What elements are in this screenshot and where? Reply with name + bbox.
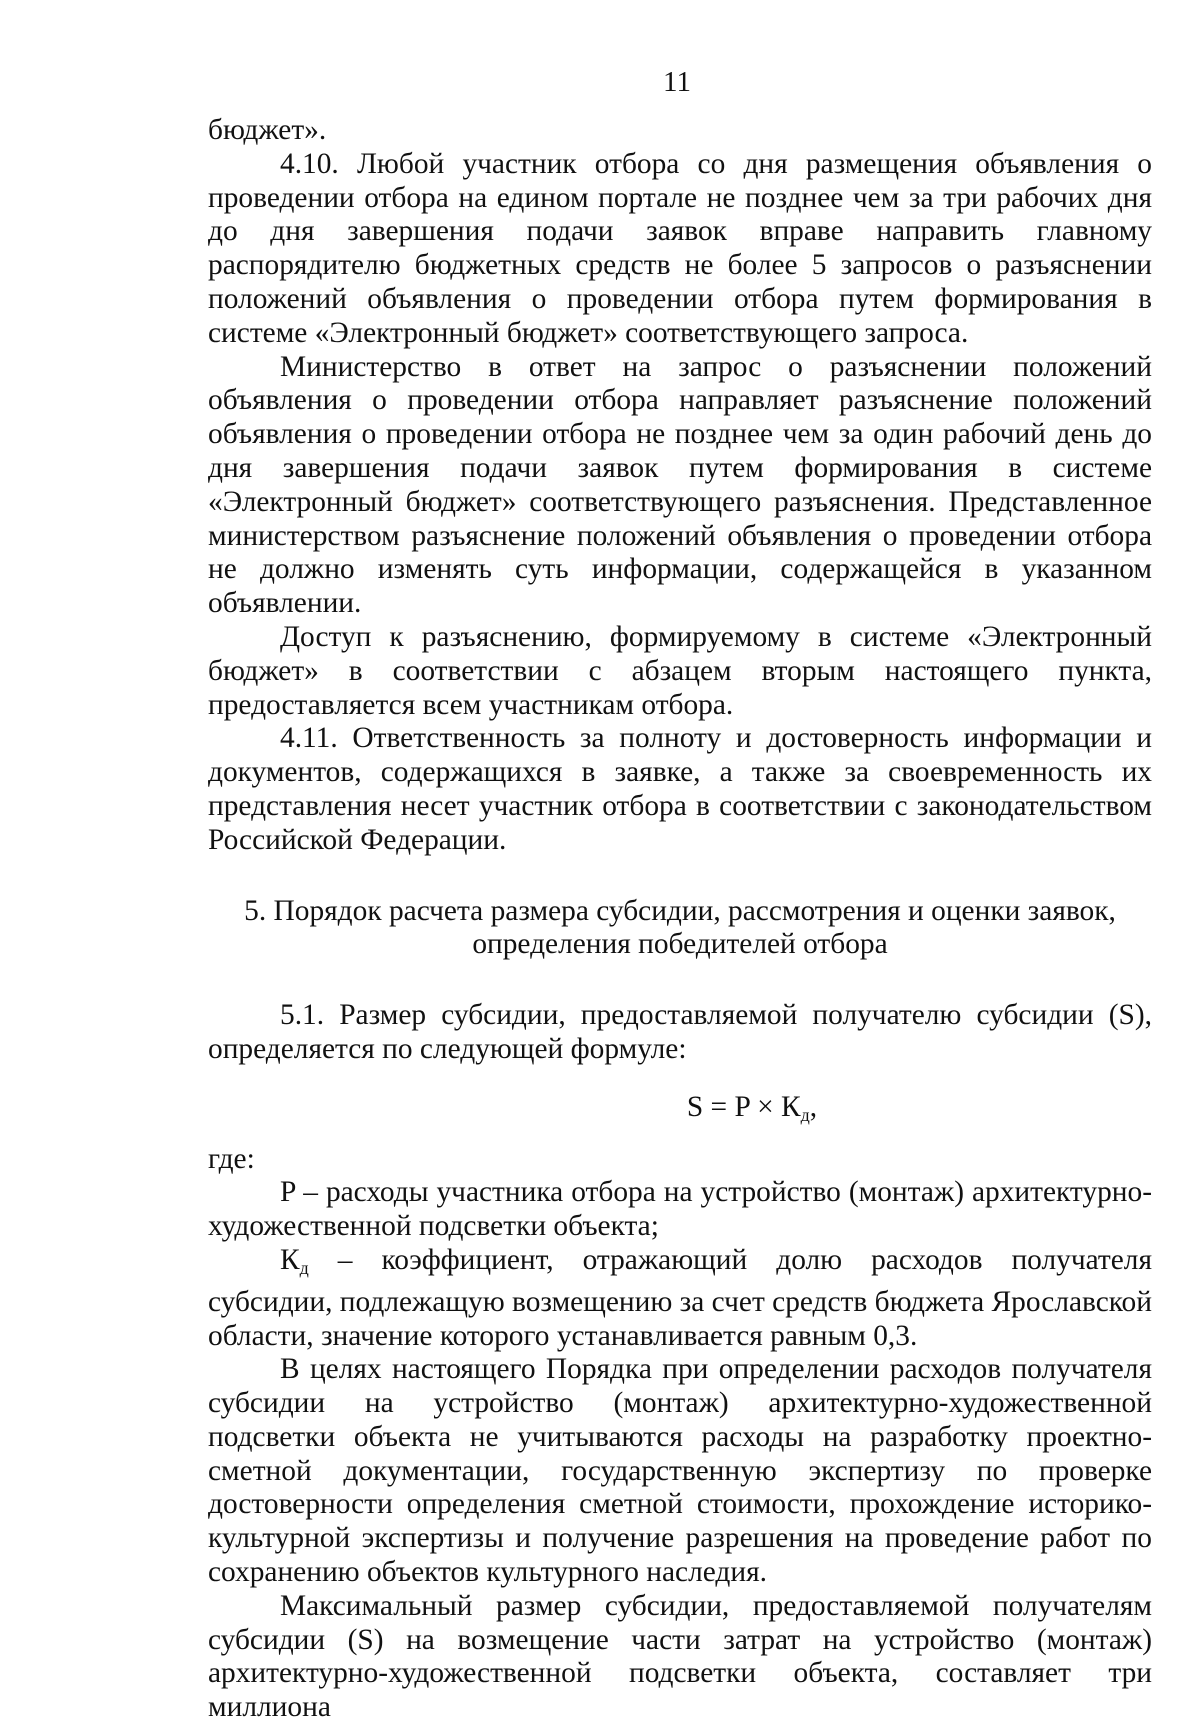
paragraph-max-subsidy: Максимальный размер субсидии, предоставляемой получателям субсидии (S) на возмещение части затрат на устройство (монтаж) архитектурно-художественной подсветки объекта, составляет три миллиона (208, 1589, 1152, 1724)
paragraph-excluded-costs: В целях настоящего Порядка при определении расходов получателя субсидии на устройство (монтаж) архитектурно-художественной подсветки объекта не учитываются расходы на разработку проектно-сметной документации, государственную экспертизу по проверке достоверности определения сметной стоимости, прохождение историко-культурной экспертизы и получение разрешения на проведение работ по сохранению объектов культурного наследия. (208, 1353, 1152, 1589)
where-label: где: (208, 1142, 255, 1175)
page-number: 11 (663, 66, 691, 98)
paragraph-p-definition: P – расходы участника отбора на устройство (монтаж) архитектурно-художественной подсветки объекта; (208, 1176, 1152, 1243)
formula-main: S = P × К (686, 1090, 801, 1123)
paragraph-4-11: 4.11. Ответственность за полноту и достоверность информации и документов, содержащихся в заявке, а также за своевременность их представления несет участник отбора в соответствии с законодательством Российской Федерации. (208, 722, 1152, 856)
kd-text: – коэффициент, отражающий долю расходов получателя субсидии, подлежащую возмещению за счет средств бюджета Ярославской области, значение которого устанавливается равным 0,3. (208, 1243, 1152, 1352)
paragraph-4-10: 4.10. Любой участник отбора со дня размещения объявления о проведении отбора на едином портале не позднее чем за три рабочих дня до дня завершения подачи заявок вправе направить главному распорядителю бюджетных средств не более 5 запросов о разъяснении положений объявления о проведении отбора путем формирования в системе «Электронный бюджет» соответствующего запроса. (208, 147, 1152, 349)
kd-symbol: К (280, 1243, 300, 1276)
paragraph-5-1: 5.1. Размер субсидии, предоставляемой получателю субсидии (S), определяется по следующей формуле: (208, 999, 1152, 1065)
paragraph-ministry-response: Министерство в ответ на запрос о разъяснении положений объявления о проведении отбора направляет разъяснение положений объявления о проведении отбора не позднее чем за один рабочий день до дня завершения подачи заявок путем формирования в системе «Электронный бюджет» соответствующего разъяснения. Представленное министерством разъяснение положений объявления о проведении отбора не должно изменять суть информации, содержащейся в указанном объявлении. (208, 350, 1152, 620)
document-body (208, 114, 1152, 1725)
paragraph-access: Доступ к разъяснению, формируемому в системе «Электронный бюджет» в соответствии с абзацем вторым настоящего пункта, предоставляется всем участникам отбора. (208, 620, 1152, 721)
paragraph-continuation: бюджет». (208, 114, 327, 146)
formula-subscript: д (800, 1104, 810, 1125)
subsidy-formula (208, 1091, 1152, 1133)
section-heading: 5. Порядок расчета размера субсидии, рассмотрения и оценки заявок, определения победителей отбора (244, 894, 1116, 961)
formula-tail: , (809, 1090, 818, 1123)
kd-subscript: д (299, 1257, 309, 1278)
paragraph-kd-definition (208, 1244, 1152, 1353)
